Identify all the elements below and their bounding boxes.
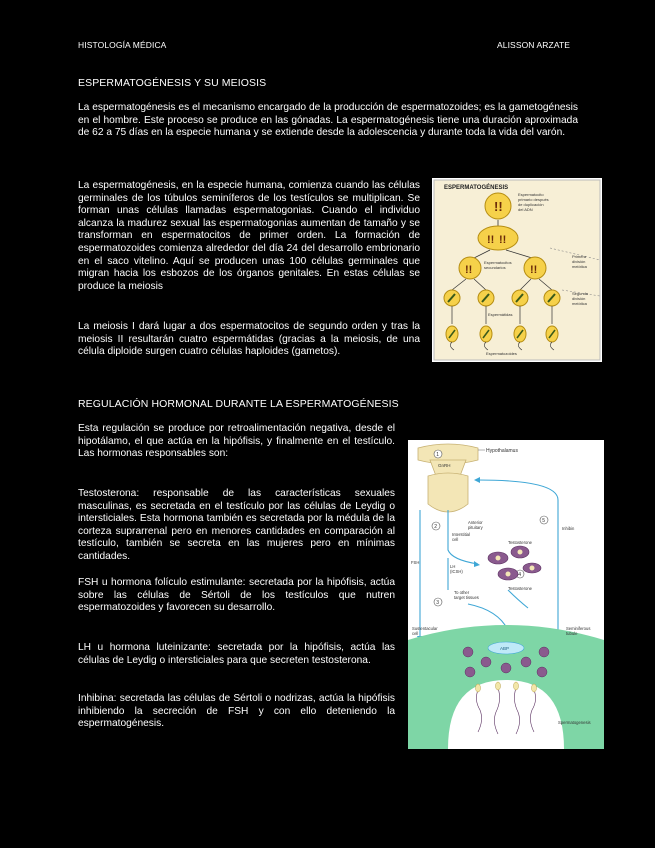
svg-text:!!: !!	[487, 234, 495, 246]
label-sustentacular: Sustentacular cell	[412, 626, 438, 636]
figure1-title: ESPERMATOGÉNESIS	[444, 185, 509, 191]
header-right: ALISSON ARZATE	[497, 40, 571, 50]
label-testosterone-b: Testosterone	[508, 586, 532, 591]
label-hypothalamus: Hypothalamus	[486, 448, 518, 454]
section-title-spermatogenesis: ESPERMATOGÉNESIS Y SU MEIOSIS	[78, 77, 267, 89]
paragraph-regulation: Esta regulación se produce por retroalimentación negativa, desde el hipotálamo, el que actúa en la hipófisis, y finalmente en el testículo. Las hormonas responsables son:	[78, 423, 395, 460]
spermatogenesis-figure	[432, 178, 602, 362]
label-gnrh: GnRH	[438, 463, 451, 468]
svg-text:!!: !!	[530, 264, 538, 276]
hormonal-regulation-figure	[408, 440, 604, 749]
label-interstitial: Interstitial cell	[452, 532, 470, 542]
figure1-label-sperm: Espermatozoides	[486, 351, 517, 356]
step-2: 2	[434, 524, 438, 530]
svg-text:Espermatocitossecundarios: Espermatocitos secundarios	[484, 260, 512, 270]
label-spermatogenesis: Spermatogenesis	[558, 720, 591, 725]
chromosome-icon: !!	[494, 199, 503, 214]
paragraph-spermatogenesis: La espermatogénesis, en la especie humana, comienza cuando las células germinales de los túbulos seminíferos de los testículos se multiplican. Se forman unas células llamadas espermatogonias. Cuando el individuo alcanza la madurez sexual las espermatogonias aumentan de tamaño y se transforman en espermatocitos de primer orden. La formación de espermatozoides comienza alrededor del día 24 del desarrollo embrionario en el saco vitelino. Aquí se producen unas 100 células germinales que migran hacia los esbozos de los órganos genitales. En estas células se produce la meiosis	[78, 180, 420, 292]
label-lh: LH (ICSH)	[450, 564, 463, 574]
step-5: 5	[542, 518, 546, 524]
svg-text:!!: !!	[499, 234, 507, 246]
paragraph-inhibin: Inhibina: secretada las células de Sértoli o nodrizas, actúa la hipófisis inhibiendo la secreción de FSH y con ello deteniendo la espermatogénesis.	[78, 693, 395, 730]
svg-text:!!: !!	[465, 264, 473, 276]
step-1: 1	[436, 452, 440, 458]
step-3: 3	[436, 600, 440, 606]
label-fsh: FSH	[411, 560, 420, 565]
label-anterior-pituitary: Anterior pituitary	[468, 520, 483, 530]
label-inhibin: Inhibin	[562, 526, 575, 531]
label-other-tissues: To other target tissues	[454, 590, 479, 600]
paragraph-fsh: FSH u hormona folículo estimulante: secretada por la hipófisis, actúa sobre las células de Sértoli de los testículos que nutren espermatozoides y favorecen su desarrollo.	[78, 577, 395, 614]
label-tubule: Seminiferous tubule	[566, 626, 591, 636]
header-left: HISTOLOGÍA MÉDICA	[78, 40, 167, 50]
paragraph-lh: LH u hormona luteinizante: secretada por la hipófisis, actúa las células de Leydig o intersticiales para que secreten testosterona.	[78, 642, 395, 666]
paragraph-intro: La espermatogénesis es el mecanismo encargado de la producción de espermatozoides; es la gametogénesis en el hombre. Este proceso se produce en las gónadas. La espermatogénesis tiene una duración aproximada de 62 a 75 días en la especie humana y se extiende desde la adolescencia y durante toda la vida del varón.	[78, 102, 578, 139]
paragraph-testosterone: Testosterona: responsable de las características sexuales masculinas, es secretada en el testículo por las células de Leydig o intersticiales. Esta hormona también es secretada por la médula de la corteza suprarrenal pero en menores cantidades en comparación al testículo, también se secreta en las mujeres pero en mínimas cantidades.	[78, 488, 395, 562]
step-4: 4	[518, 572, 522, 578]
figure1-label-spermatids: Espermátidas	[488, 312, 513, 317]
svg-text:Segundadivisiónmeiótica: Segunda división meiótica	[572, 291, 589, 306]
svg-text:Primeradivisiónmeiótica: Primera división meiótica	[572, 254, 587, 269]
label-abp: ABP	[500, 646, 510, 651]
figure1-label-top: Espermatocito primario después de duplicación del ADN	[518, 192, 549, 212]
section-title-hormonal: REGULACIÓN HORMONAL DURANTE LA ESPERMATOGÉNESIS	[78, 398, 399, 410]
paragraph-meiosis: La meiosis I dará lugar a dos espermatocitos de segundo orden y tras la meiosis II resultarán cuatro espermátidas (gracias a la meiosis, de una célula diploide surgen cuatro células haploides (gametos).	[78, 321, 420, 358]
label-testosterone-a: Testosterone	[508, 540, 532, 545]
